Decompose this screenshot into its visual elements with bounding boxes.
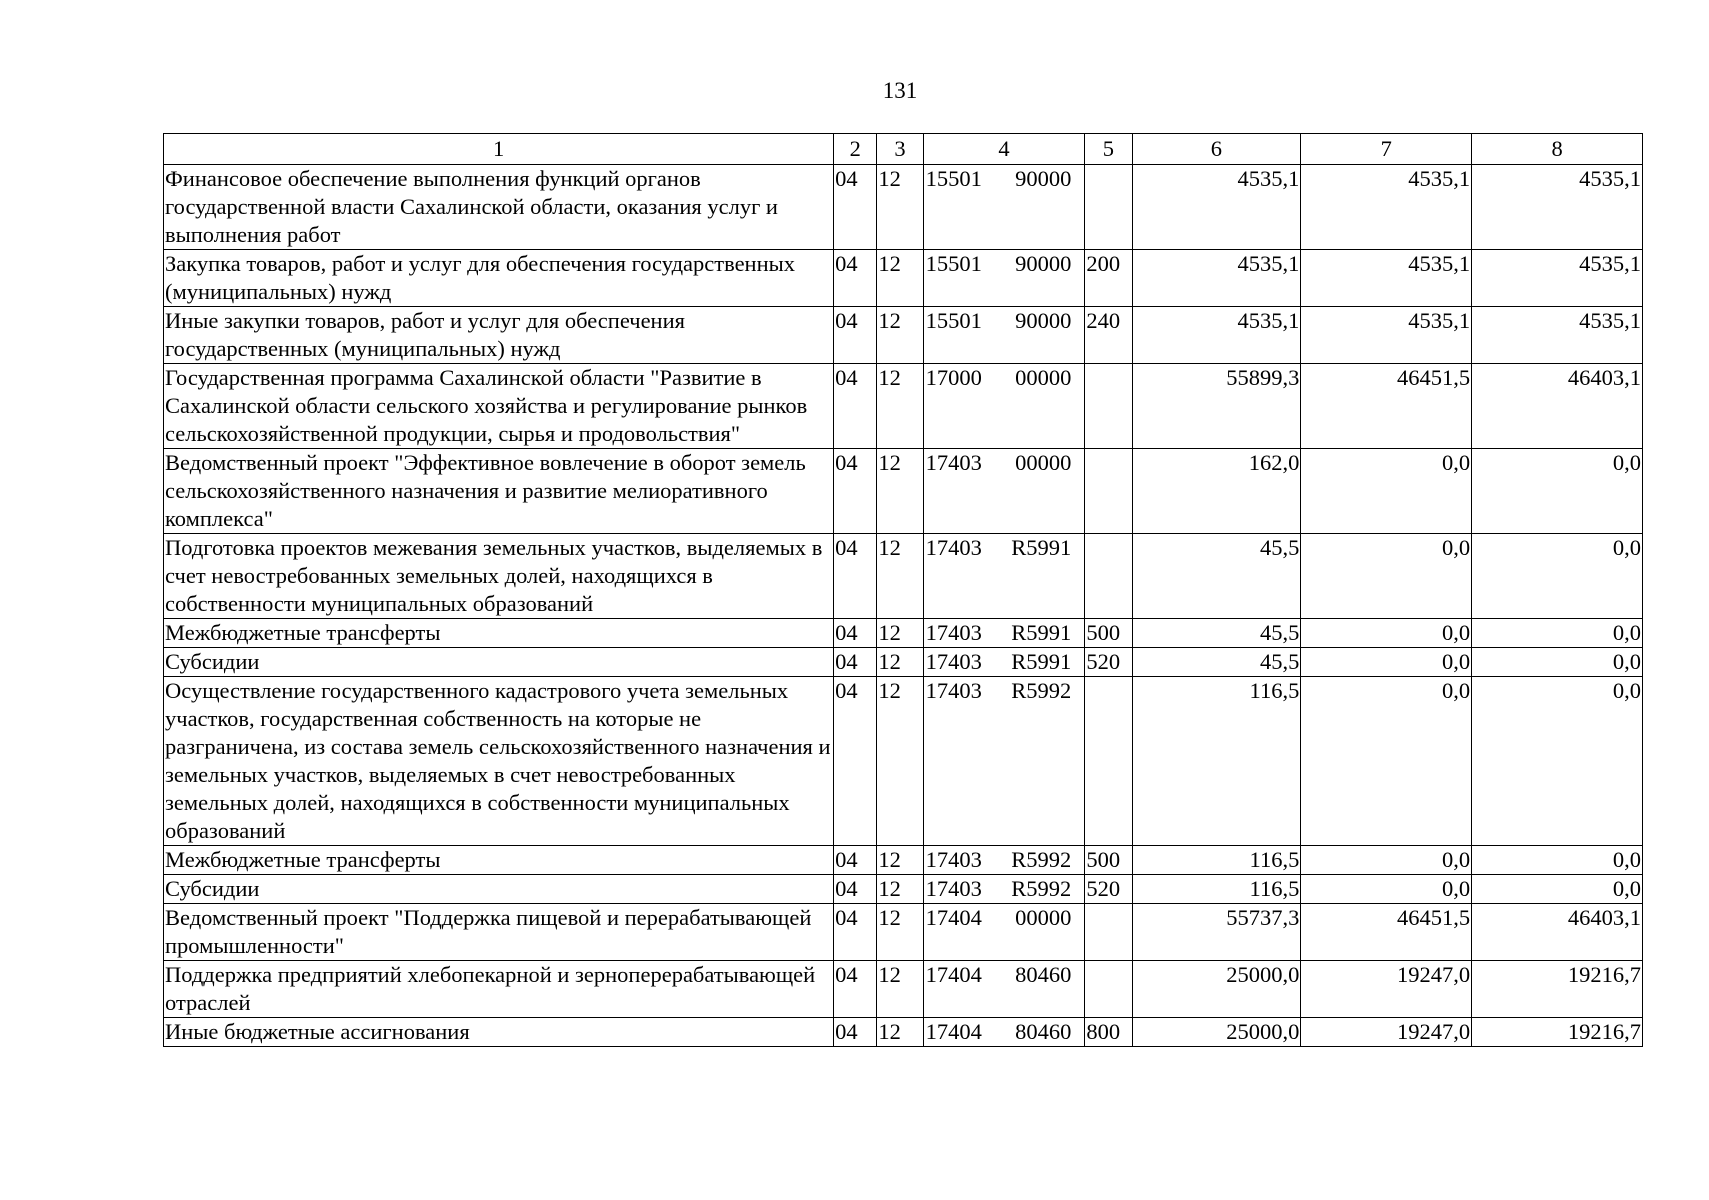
program-code [923,904,1085,961]
amount-col6: 25000,0 [1132,961,1301,1018]
row-name: Поддержка предприятий хлебопекарной и зерноперерабатывающей отраслей [164,961,834,1018]
expense-type-code: 240 [1085,307,1132,364]
amount-col8: 19216,7 [1472,961,1643,1018]
subsection-code: 12 [877,875,923,904]
program-code-part2: R5992 [1011,876,1072,901]
program-code-part1: 17403 [925,876,982,901]
expense-type-code [1085,904,1132,961]
program-code-part2: R5991 [1011,649,1072,674]
expense-type-code [1085,961,1132,1018]
section-code: 04 [834,677,877,846]
amount-col6: 55899,3 [1132,364,1301,449]
column-header: 7 [1301,134,1472,165]
amount-col8: 0,0 [1472,648,1643,677]
table-row [164,846,1643,875]
program-code [923,875,1085,904]
program-code-part1: 17403 [925,535,982,560]
amount-col6: 45,5 [1132,619,1301,648]
table-row [164,961,1643,1018]
amount-col7: 46451,5 [1301,904,1472,961]
program-code-part2: 00000 [1015,905,1072,930]
row-name: Межбюджетные трансферты [164,846,834,875]
amount-col8: 0,0 [1472,846,1643,875]
program-code-part1: 17403 [925,450,982,475]
expense-type-code [1085,677,1132,846]
amount-col8: 0,0 [1472,449,1643,534]
amount-col8: 46403,1 [1472,364,1643,449]
subsection-code: 12 [877,1018,923,1047]
amount-col6: 45,5 [1132,648,1301,677]
program-code-part2: R5991 [1011,535,1072,560]
subsection-code: 12 [877,534,923,619]
program-code-part1: 15501 [925,166,982,191]
amount-col7: 0,0 [1301,846,1472,875]
amount-col6: 4535,1 [1132,165,1301,250]
program-code [923,307,1085,364]
amount-col6: 25000,0 [1132,1018,1301,1047]
expense-type-code: 200 [1085,250,1132,307]
program-code-part2: 80460 [1015,1019,1072,1044]
table-row [164,904,1643,961]
expense-type-code: 800 [1085,1018,1132,1047]
program-code [923,534,1085,619]
amount-col7: 19247,0 [1301,1018,1472,1047]
row-name: Государственная программа Сахалинской области "Развитие в Сахалинской области сельского хозяйства и регулирование рынков сельскохозяйственной продукции, сырья и продовольствия" [164,364,834,449]
amount-col8: 0,0 [1472,534,1643,619]
section-code: 04 [834,904,877,961]
expense-type-code [1085,534,1132,619]
amount-col8: 4535,1 [1472,165,1643,250]
amount-col8: 0,0 [1472,619,1643,648]
program-code-part1: 15501 [925,308,982,333]
amount-col7: 0,0 [1301,449,1472,534]
amount-col8: 0,0 [1472,677,1643,846]
section-code: 04 [834,534,877,619]
row-name: Межбюджетные трансферты [164,619,834,648]
amount-col7: 0,0 [1301,534,1472,619]
amount-col6: 116,5 [1132,846,1301,875]
program-code-part2: R5991 [1011,620,1072,645]
program-code [923,619,1085,648]
subsection-code: 12 [877,904,923,961]
column-header: 2 [834,134,877,165]
amount-col6: 55737,3 [1132,904,1301,961]
table-row [164,677,1643,846]
section-code: 04 [834,619,877,648]
section-code: 04 [834,875,877,904]
program-code-part1: 17404 [925,1019,982,1044]
amount-col7: 0,0 [1301,619,1472,648]
table-row [164,619,1643,648]
expense-type-code [1085,364,1132,449]
row-name: Осуществление государственного кадастрового учета земельных участков, государственная собственность на которые не разграничена, из состава земель сельскохозяйственного назначения и земельных участков, выделяемых в счет невостребованных земельных долей, находящихся в собственности муниципальных образований [164,677,834,846]
table-row [164,307,1643,364]
program-code [923,449,1085,534]
row-name: Иные закупки товаров, работ и услуг для обеспечения государственных (муниципальных) нужд [164,307,834,364]
row-name: Субсидии [164,648,834,677]
header-row [164,134,1643,165]
subsection-code: 12 [877,449,923,534]
amount-col8: 0,0 [1472,875,1643,904]
column-header: 3 [877,134,923,165]
amount-col8: 4535,1 [1472,307,1643,364]
program-code [923,1018,1085,1047]
amount-col6: 4535,1 [1132,250,1301,307]
program-code [923,846,1085,875]
program-code-part2: R5992 [1011,847,1072,872]
section-code: 04 [834,364,877,449]
table-row [164,534,1643,619]
table-body [164,165,1643,1047]
subsection-code: 12 [877,677,923,846]
subsection-code: 12 [877,307,923,364]
amount-col8: 46403,1 [1472,904,1643,961]
table-row [164,1018,1643,1047]
program-code [923,961,1085,1018]
section-code: 04 [834,846,877,875]
row-name: Ведомственный проект "Эффективное вовлечение в оборот земель сельскохозяйственного назначения и развитие мелиоративного комплекса" [164,449,834,534]
table-row [164,875,1643,904]
amount-col6: 45,5 [1132,534,1301,619]
column-header: 1 [164,134,834,165]
expense-type-code: 520 [1085,875,1132,904]
amount-col8: 4535,1 [1472,250,1643,307]
column-header: 4 [923,134,1085,165]
program-code-part2: 00000 [1015,450,1072,475]
subsection-code: 12 [877,961,923,1018]
subsection-code: 12 [877,648,923,677]
amount-col6: 162,0 [1132,449,1301,534]
program-code [923,165,1085,250]
program-code-part1: 17403 [925,620,982,645]
program-code-part2: 90000 [1015,166,1072,191]
page-number: 131 [882,78,918,103]
amount-col7: 19247,0 [1301,961,1472,1018]
subsection-code: 12 [877,846,923,875]
row-name: Подготовка проектов межевания земельных участков, выделяемых в счет невостребованных земельных долей, находящихся в собственности муниципальных образований [164,534,834,619]
program-code [923,648,1085,677]
amount-col7: 4535,1 [1301,165,1472,250]
amount-col8: 19216,7 [1472,1018,1643,1047]
program-code-part2: 00000 [1015,365,1072,390]
amount-col7: 0,0 [1301,648,1472,677]
subsection-code: 12 [877,250,923,307]
section-code: 04 [834,961,877,1018]
table-row [164,250,1643,307]
expense-type-code [1085,165,1132,250]
program-code [923,250,1085,307]
amount-col7: 0,0 [1301,875,1472,904]
budget-table [163,133,1643,1047]
amount-col7: 4535,1 [1301,307,1472,364]
program-code-part1: 17404 [925,962,982,987]
section-code: 04 [834,250,877,307]
program-code [923,364,1085,449]
subsection-code: 12 [877,619,923,648]
expense-type-code: 500 [1085,619,1132,648]
row-name: Ведомственный проект "Поддержка пищевой и перерабатывающей промышленности" [164,904,834,961]
program-code [923,677,1085,846]
program-code-part1: 15501 [925,251,982,276]
row-name: Финансовое обеспечение выполнения функций органов государственной власти Сахалинской области, оказания услуг и выполнения работ [164,165,834,250]
amount-col6: 116,5 [1132,875,1301,904]
section-code: 04 [834,307,877,364]
program-code-part1: 17403 [925,649,982,674]
program-code-part2: R5992 [1011,678,1072,703]
table-row [164,648,1643,677]
expense-type-code [1085,449,1132,534]
section-code: 04 [834,449,877,534]
program-code-part1: 17404 [925,905,982,930]
subsection-code: 12 [877,364,923,449]
program-code-part2: 80460 [1015,962,1072,987]
program-code-part1: 17000 [925,365,982,390]
program-code-part1: 17403 [925,678,982,703]
table-row [164,449,1643,534]
row-name: Субсидии [164,875,834,904]
row-name: Закупка товаров, работ и услуг для обеспечения государственных (муниципальных) нужд [164,250,834,307]
column-header: 5 [1085,134,1132,165]
expense-type-code: 500 [1085,846,1132,875]
subsection-code: 12 [877,165,923,250]
section-code: 04 [834,648,877,677]
section-code: 04 [834,1018,877,1047]
section-code: 04 [834,165,877,250]
amount-col7: 0,0 [1301,677,1472,846]
column-header: 8 [1472,134,1643,165]
column-header: 6 [1132,134,1301,165]
program-code-part2: 90000 [1015,308,1072,333]
row-name: Иные бюджетные ассигнования [164,1018,834,1047]
program-code-part1: 17403 [925,847,982,872]
amount-col6: 116,5 [1132,677,1301,846]
amount-col7: 4535,1 [1301,250,1472,307]
expense-type-code: 520 [1085,648,1132,677]
amount-col7: 46451,5 [1301,364,1472,449]
table-row [164,165,1643,250]
amount-col6: 4535,1 [1132,307,1301,364]
program-code-part2: 90000 [1015,251,1072,276]
table-row [164,364,1643,449]
